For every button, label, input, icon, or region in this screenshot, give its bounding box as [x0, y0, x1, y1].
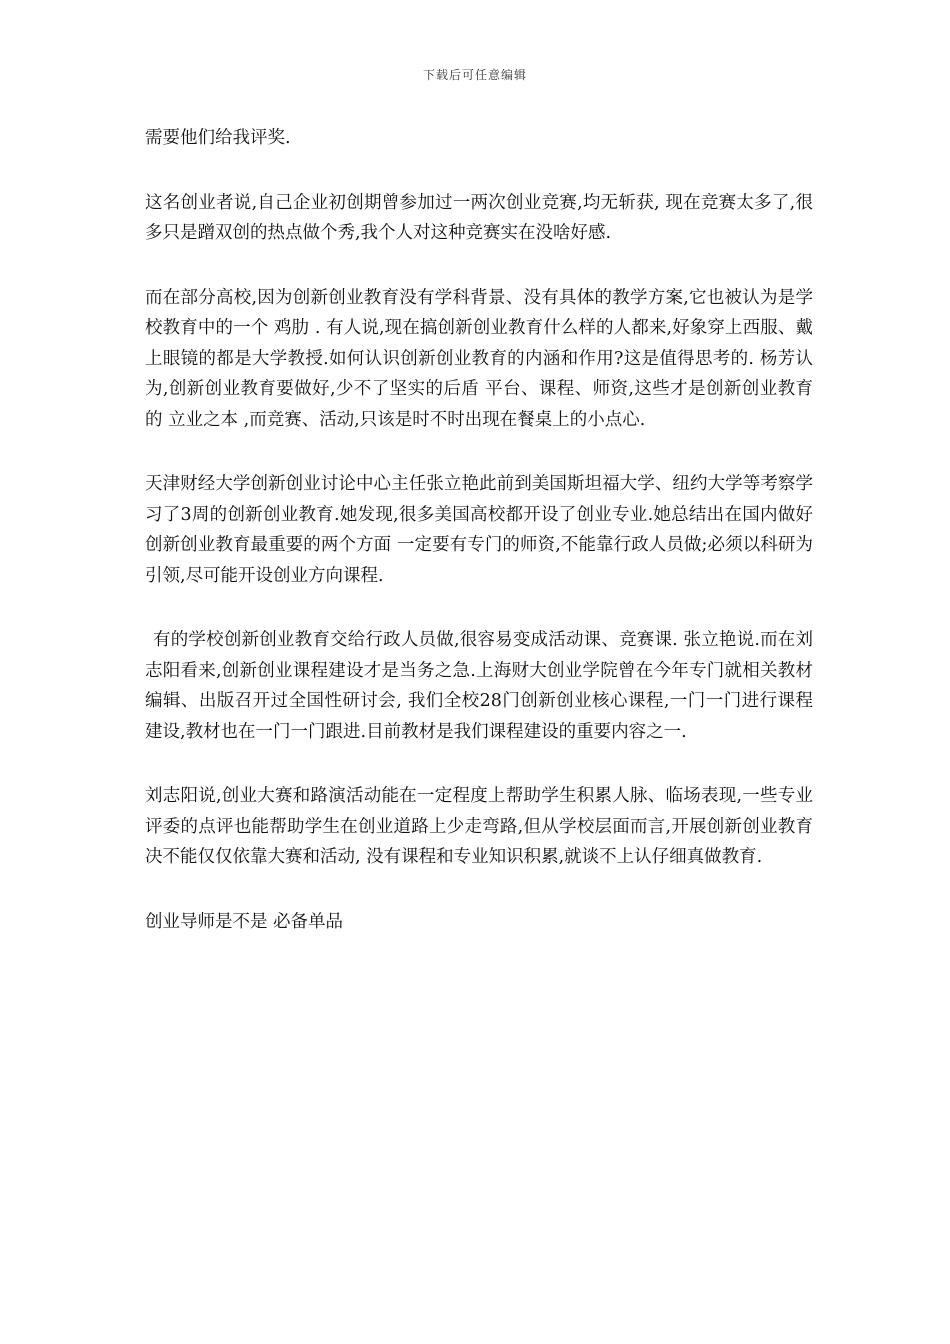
paragraph-6: 刘志阳说,创业大赛和路演活动能在一定程度上帮助学生积累人脉、临场表现,一些专业评委的点评也能帮助学生在创业道路上少走弯路,但从学校层面而言,开展创新创业教育决不能仅仅依靠大赛和活动, 没有课程和专业知识积累,就谈不上认仔细真做教育. [145, 786, 813, 867]
section-heading: 创业导师是不是 必备单品 [145, 911, 344, 932]
paragraph-5: 有的学校创新创业教育交给行政人员做,很容易变成活动课、竞赛课. 张立艳说.而在刘志阳看来,创新创业课程建设才是当务之急.上海财大创业学院曾在今年专门就相关教材编辑、出版召开过全国性研讨会, 我们全校28门创新创业核心课程,一门一门进行课程建设,教材也在一门一门跟进.目前教材是我们课程建设的重要内容之一. [145, 630, 813, 742]
document-body [145, 123, 813, 937]
paragraph-4: 天津财经大学创新创业讨论中心主任张立艳此前到美国斯坦福大学、纽约大学等考察学习了3周的创新创业教育.她发现,很多美国高校都开设了创业专业.她总结出在国内做好创新创业教育最重要的两个方面 一定要有专门的师资,不能靠行政人员做;必须以科研为引领,尽可能开设创业方向课程. [145, 474, 813, 586]
page-header: 下载后可任意编辑 [422, 68, 527, 82]
paragraph-2: 这名创业者说,自己企业初创期曾参加过一两次创业竞赛,均无斩获, 现在竞赛太多了,很多只是蹭双创的热点做个秀,我个人对这种竞赛实在没啥好感. [145, 192, 813, 243]
paragraph-3: 而在部分高校,因为创新创业教育没有学科背景、没有具体的教学方案,它也被认为是学校教育中的一个 鸡肋 . 有人说,现在搞创新创业教育什么样的人都来,好象穿上西服、戴上眼镜的都是大学教授.如何认识创新创业教育的内涵和作用?这是值得思考的. 杨芳认为,创新创业教育要做好,少不了坚实的后盾 平台、课程、师资,这些才是创新创业教育的 立业之本 ,而竞赛、活动,只该是时不时出现在餐桌上的小点心. [145, 287, 813, 430]
paragraph-1: 需要他们给我评奖. [145, 128, 291, 148]
